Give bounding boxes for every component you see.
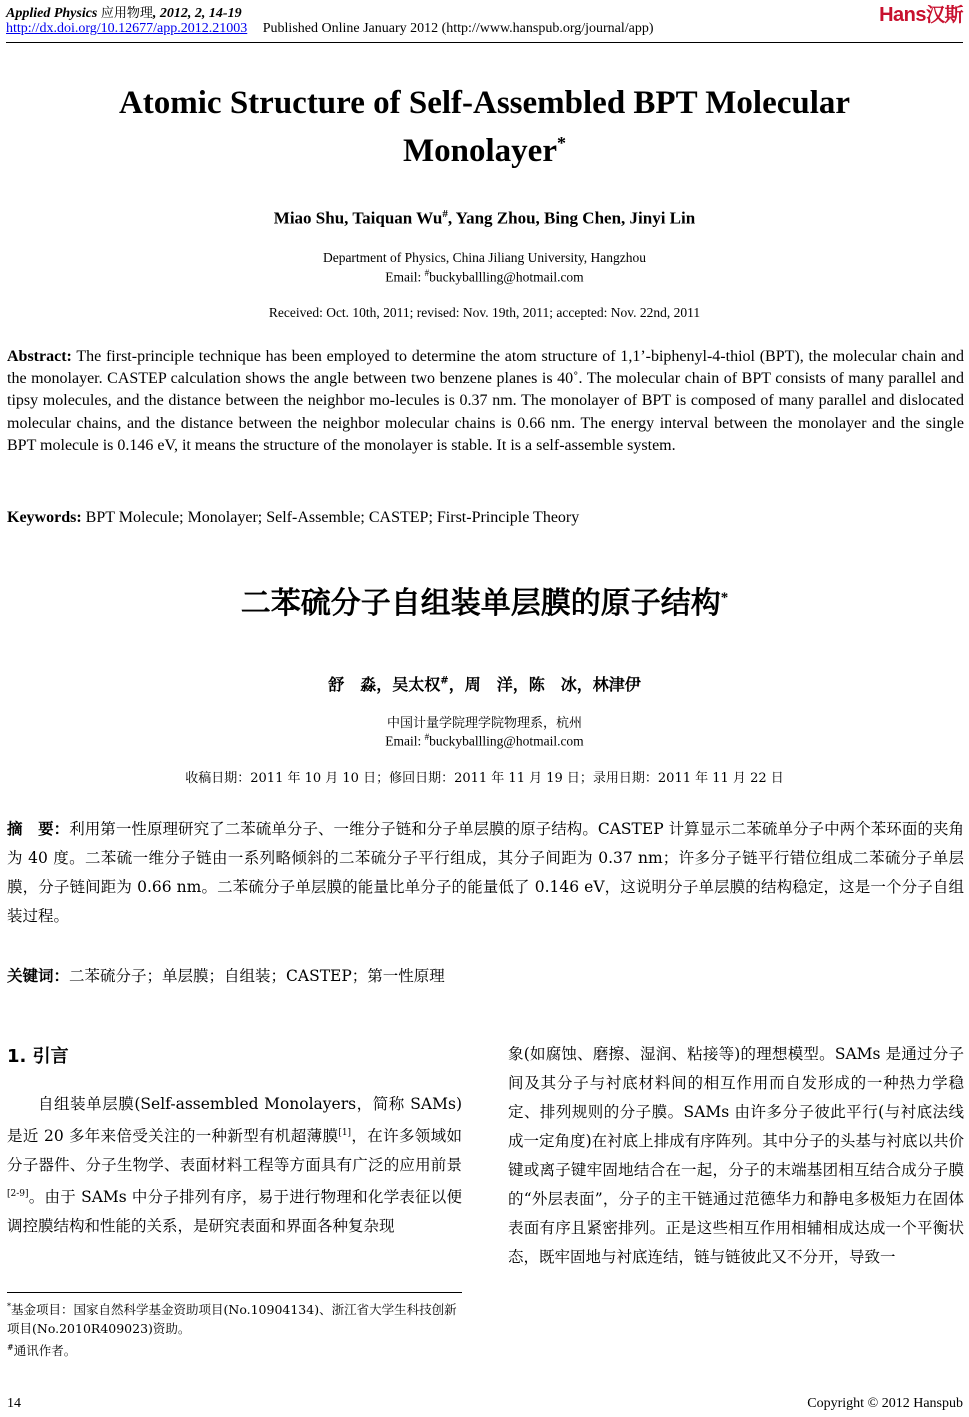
title-en-line1: Atomic Structure of Self-Assembled BPT Molecular (118, 85, 851, 121)
page-number: 14 (7, 1396, 21, 1411)
abstract-cn (7, 815, 964, 931)
authors-en (0, 208, 969, 229)
intro-text-2: ，在许多领域如分子器件、分子生物学、表面材料工程等方面具有广泛的应用前景 (7, 1127, 462, 1175)
authors-cn-part1: 舒 淼，吴太权 (328, 675, 441, 694)
affiliation-cn: 中国计量学院理学院物理系，杭州 (386, 716, 582, 731)
published-info: Published Online January 2012 (http://www.hanspub.org/journal/app) (262, 21, 654, 36)
hans-logo (879, 0, 963, 27)
abstract-text-en: The first-principle technique has been employed to determine the atom structure of 1,1’-biphenyl-4-thiol (BPT), the molecular chain and the monolayer. CASTEP calculation shows the angle between two benzene planes is 40˚. The molecular chain of BPT consists of many parallel and tipsy molecules, and the distance between the neighbor mo-lecules is 0.37 nm. The monolayer of BPT is composed of many parallel and dislocated molecular chains, and the distance between the neighbor molecular chains is 0.66 nm. The energy interval between the monolayer and the single BPT molecule is 0.146 eV, it means the structure of the monolayer is stable. It is a self-assemble system. (7, 348, 964, 454)
title-en-line2: Monolayer (403, 133, 557, 169)
logo-text-en: Hans (879, 4, 926, 26)
affiliation-en: Department of Physics, China Jiliang University, Hangzhou (322, 250, 647, 265)
abstract-text-cn: 利用第一性原理研究了二苯硫单分子、一维分子链和分子单层膜的原子结构。CASTEP 计算显示二苯硫单分子中两个苯环面的夹角为 40 度。二苯硫一维分子链由一系列略倾斜的二苯硫分子平行组成，其分子间距为 0.37 nm；许多分子链平行错位组成二苯硫分子单层膜，分子链间距为 0.66 nm。二苯硫分子单层膜的能量比单分子的能量低了 0.146 eV，这说明分子单层膜的结构稳定，这是一个分子自组装过程。 (7, 820, 964, 925)
authors-cn (0, 672, 969, 695)
footnote-corresponding: 通讯作者。 (13, 1343, 77, 1359)
intro-right-column: 象(如腐蚀、磨擦、湿润、粘接等)的理想模型。SAMs 是通过分子间及其分子与衬底材料间的相互作用而自发形成的一种热力学稳定、排列规则的分子膜。SAMs 由许多分子彼此平行(与衬底法线成一定角度)在衬底上排成有序阵列。其中分子的头基与衬底以共价键或离子键牢固地结合在一起，分子的末端基团相互结合成分子膜的“外层表面”，分子的主干链通过范德华力和静电多极矩力在固体表面有序且紧密排列。正是这些相互作用相辅相成达成一个平衡状态，既牢固地与衬底连结，链与链彼此又不分开，导致一 (508, 1045, 964, 1266)
email-cn (0, 732, 969, 750)
citation-1[interactable]: [1] (338, 1128, 352, 1138)
journal-issue: , 2012, 2, 14-19 (152, 6, 242, 21)
keywords-cn (7, 962, 964, 991)
footnote (7, 1297, 465, 1360)
title-cn-text: 二苯硫分子自组装单层膜的原子结构 (240, 586, 721, 621)
title-cn-footnote-mark: * (720, 590, 729, 606)
footnote-funding: 基金项目：国家自然科学基金资助项目(No.10904134)、浙江省大学生科技创新项目(No.2010R409023)资助。 (7, 1302, 457, 1337)
title-en-footnote-mark: * (556, 133, 566, 153)
email-mark-en: # (424, 268, 430, 278)
intro-text-1: 自组装单层膜(Self-assembled Monolayers，简称 SAMs)是近 20 多年来倍受关注的一种新型有机超薄膜 (7, 1095, 462, 1146)
corresponding-mark: # (442, 208, 448, 220)
journal-name-cn: 应用物理 (100, 6, 153, 21)
intro-text-3: 。由于 SAMs 中分子排列有序，易于进行物理和化学表征以便调控膜结构和性能的关系，是研究表面和界面各种复杂现 (7, 1188, 462, 1236)
abstract-en (7, 346, 964, 457)
footnote-mark-corresponding: # (7, 1343, 14, 1353)
paper-title-cn (0, 578, 969, 622)
doi-link[interactable]: http://dx.doi.org/10.12677/app.2012.21003 (6, 21, 248, 36)
email-label-en: Email: (385, 269, 425, 285)
email-en (0, 268, 969, 286)
dates-cn: 收稿日期：2011 年 10 月 10 日；修回日期：2011 年 11 月 19 日；录用日期：2011 年 11 月 22 日 (185, 771, 784, 786)
email-address-en[interactable]: buckyballling@hotmail.com (429, 269, 584, 285)
email-address-cn[interactable]: buckyballling@hotmail.com (429, 733, 584, 749)
header-line-2 (6, 21, 654, 37)
email-label-cn: Email: (385, 733, 425, 749)
keywords-label-en: Keywords: (7, 509, 82, 526)
section-heading-introduction: 1. 引言 (7, 1046, 69, 1067)
footnote-mark-funding: * (7, 1302, 11, 1311)
header-divider (6, 42, 963, 43)
email-mark-cn: # (424, 732, 430, 742)
keywords-text-cn: 二苯硫分子；单层膜；自组装；CASTEP；第一性原理 (69, 967, 445, 985)
abstract-label-en: Abstract: (7, 348, 72, 365)
copyright: Copyright © 2012 Hanspub (807, 1396, 963, 1411)
authors-en-part2: , Yang Zhou, Bing Chen, Jinyi Lin (447, 208, 696, 228)
authors-cn-part2: ，周 洋，陈 冰，林津伊 (448, 675, 641, 694)
intro-left-column (7, 1090, 462, 1241)
keywords-text-en: BPT Molecule; Monolayer; Self-Assemble; CASTEP; First-Principle Theory (85, 509, 580, 526)
citation-2-9[interactable]: [2-9] (7, 1189, 29, 1200)
keywords-label-cn: 关键词： (7, 967, 70, 985)
paper-title-en (0, 83, 969, 171)
dates-en: Received: Oct. 10th, 2011; revised: Nov. 19th, 2011; accepted: Nov. 22nd, 2011 (268, 305, 701, 320)
journal-name-en: Applied Physics (6, 6, 98, 21)
logo-text-cn: 汉斯 (925, 4, 963, 26)
authors-en-part1: Miao Shu, Taiquan Wu (273, 208, 443, 228)
journal-name (6, 2, 242, 22)
footnote-divider (7, 1292, 462, 1293)
corresponding-mark-cn: # (440, 675, 449, 687)
keywords-en (7, 507, 964, 529)
abstract-label-cn: 摘 要： (7, 820, 70, 838)
